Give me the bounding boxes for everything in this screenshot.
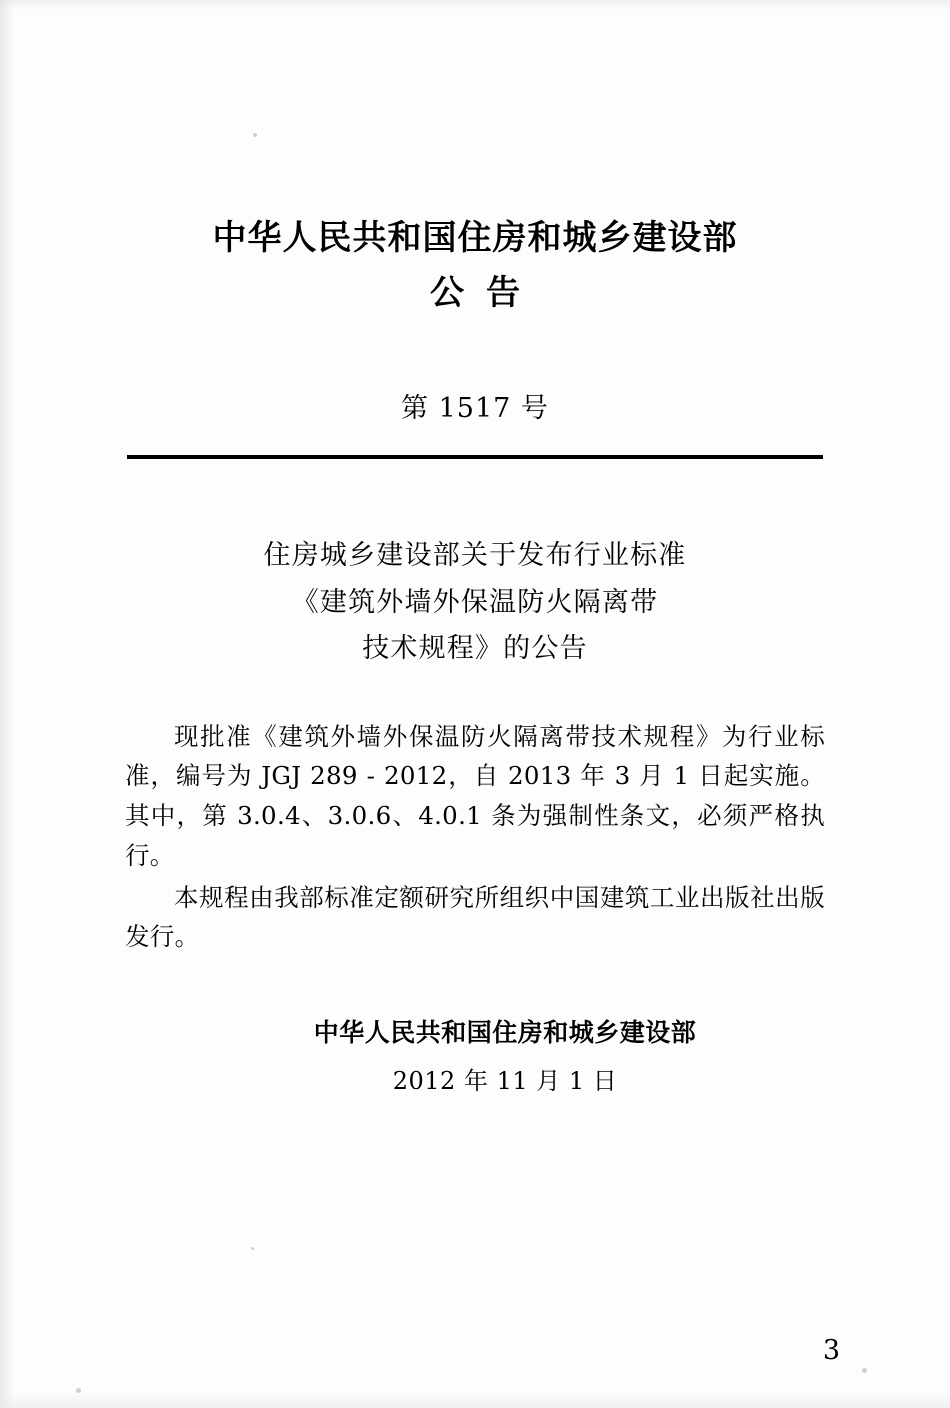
- signature-block: [125, 1013, 825, 1096]
- signature-organization: 中华人民共和国住房和城乡建设部: [313, 1017, 697, 1047]
- announcement-title-line-1: 住房城乡建设部关于发布行业标准: [263, 540, 687, 572]
- body-paragraph-1: 现批准《建筑外墙外保温防火隔离带技术规程》为行业标准，编号为 JGJ 289 - 2012，自 2013 年 3 月 1 日起实施。其中，第 3.0.4、3.0.6、4.0.1 条为强制性条文，必须严格执行。: [125, 721, 825, 870]
- document-kind-heading: 公告: [430, 273, 542, 314]
- announcement-title-line-3: 技术规程》的公告: [362, 633, 588, 665]
- signature-date: 2012 年 11 月 1 日: [392, 1066, 618, 1095]
- horizontal-rule: [127, 455, 823, 459]
- scan-speck: [251, 1247, 254, 1250]
- scan-speck: [76, 1388, 81, 1393]
- announcement-title: [125, 533, 825, 672]
- document-number: 第 1517 号: [401, 393, 549, 425]
- scan-edge-left: [0, 0, 14, 1408]
- announcement-body: [125, 717, 825, 957]
- scan-edge-bottom: [0, 1392, 950, 1408]
- document-content: [125, 0, 825, 1096]
- body-paragraph-2: 本规程由我部标准定额研究所组织中国建筑工业出版社出版发行。: [125, 882, 825, 952]
- announcement-title-line-2: 《建筑外墙外保温防火隔离带: [291, 586, 659, 618]
- page-number: 3: [822, 1335, 840, 1366]
- scan-speck: [862, 1368, 867, 1373]
- issuer-title: 中华人民共和国住房和城乡建设部: [212, 218, 738, 258]
